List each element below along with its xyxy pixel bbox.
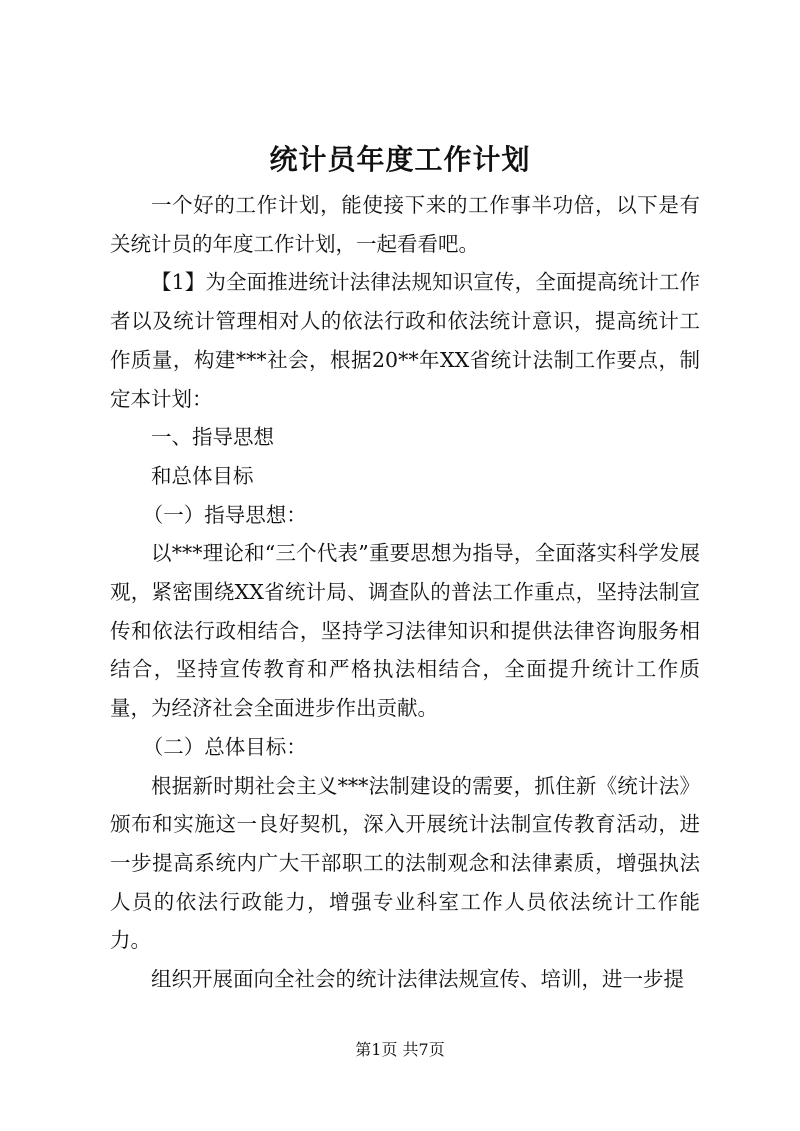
subsection-heading-1: （一）指导思想： (142, 502, 307, 527)
training-paragraph: 组织开展面向全社会的统计法律法规宣传、培训，进一步提 (151, 967, 684, 992)
guiding-thought-paragraph: 以***理论和“三个代表”重要思想为指导，全面落实科学发展观，紧密围绕XX省统计局、调查队的普法工作重点，坚持法制宣传和依法行政相结合，坚持学习法律知识和提供法律咨询服务相结合，坚持宣传教育和严格执法相结合，全面提升统计工作质量，为经济社会全面进步作出贡献。 (110, 541, 700, 721)
section-heading-guiding-thought: 一、指导思想 (151, 425, 274, 450)
section-heading-overall-goal: 和总体目标 (151, 463, 254, 488)
intro-paragraph: 一个好的工作计划，能使接下来的工作事半功倍，以下是有关统计员的年度工作计划，一起看看吧。 (110, 193, 700, 256)
page-footer: 第1页 共7页 (355, 1040, 445, 1059)
overall-goal-paragraph: 根据新时期社会主义***法制建设的需要，抓住新《统计法》颁布和实施这一良好契机，深入开展统计法制宣传教育活动，进一步提高系统内广大干部职工的法制观念和法律素质，增强执法人员的依法行政能力，增强专业科室工作人员依法统计工作能力。 (110, 773, 700, 953)
purpose-paragraph: 【1】为全面推进统计法律法规知识宣传，全面提高统计工作者以及统计管理相对人的依法行政和依法统计意识，提高统计工作质量，构建***社会，根据20**年XX省统计法制工作要点，制定本计划： (110, 270, 700, 411)
subsection-heading-2: （二）总体目标： (142, 734, 307, 759)
document-body (110, 186, 700, 999)
document-title: 统计员年度工作计划 (269, 143, 531, 176)
